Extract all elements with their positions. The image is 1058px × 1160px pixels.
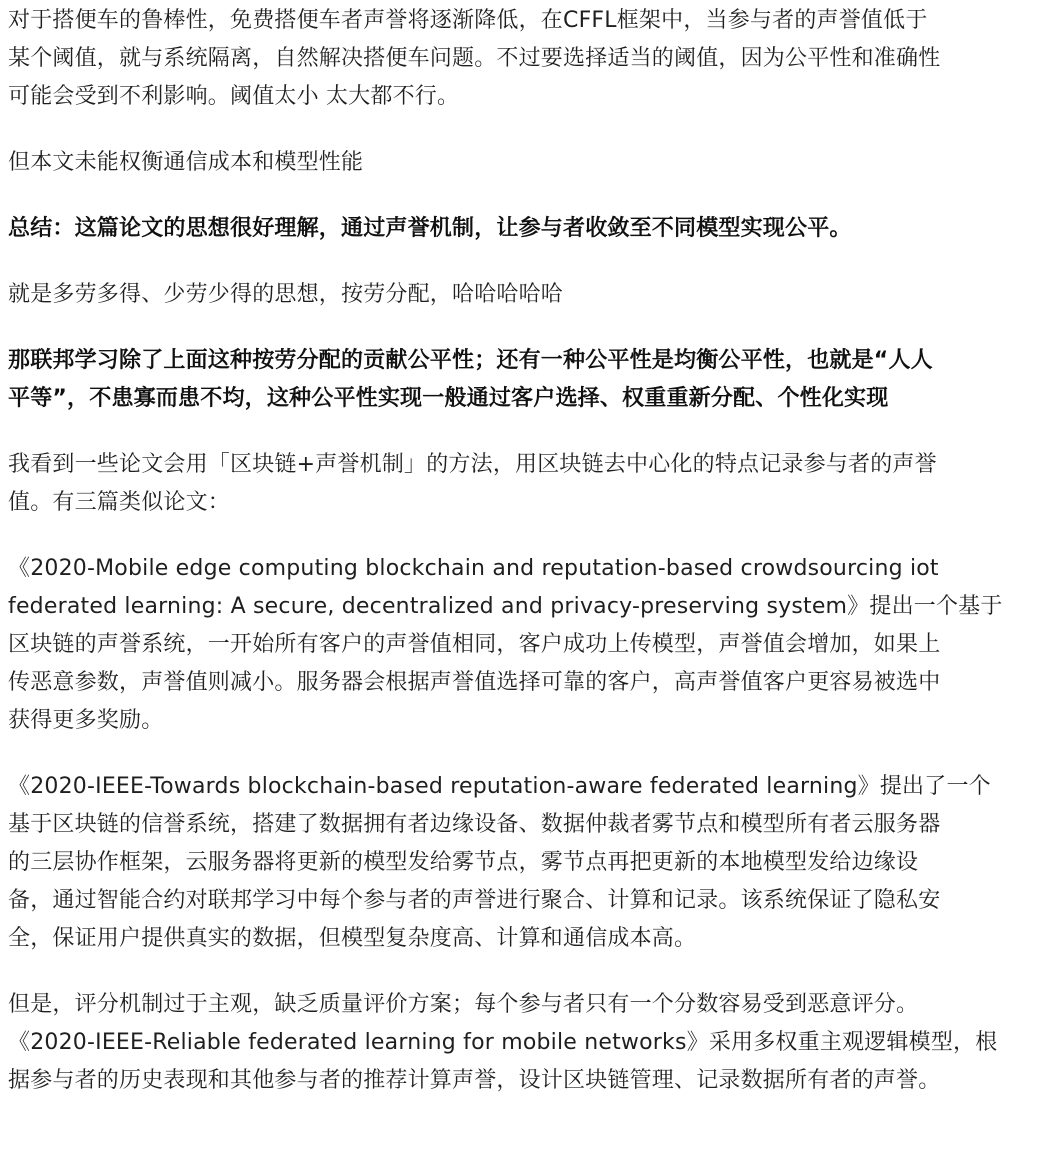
- text-line: 区块链的声誉系统，一开始所有客户的声誉值相同，客户成功上传模型，声誉值会增加，如果上: [8, 632, 941, 657]
- paragraph-limitation: [8, 144, 1046, 182]
- text-line: 但是，评分机制过于主观，缺乏质量评价方案；每个参与者只有一个分数容易受到恶意评分。: [8, 992, 919, 1017]
- text-line: 全，保证用户提供真实的数据，但模型复杂度高、计算和通信成本高。: [8, 926, 697, 951]
- paragraph-comment: [8, 276, 1046, 314]
- text-line: 就是多劳多得、少劳少得的思想，按劳分配，哈哈哈哈哈: [8, 282, 564, 307]
- paragraph-paper-reputation-aware: [8, 768, 1046, 958]
- text-line: 备，通过智能合约对联邦学习中每个参与者的声誉进行聚合、计算和记录。该系统保证了隐私安: [8, 888, 941, 913]
- text-line: 传恶意参数，声誉值则减小。服务器会根据声誉值选择可靠的客户，高声誉值客户更容易被选中: [8, 670, 941, 695]
- text-line: 对于搭便车的鲁棒性，免费搭便车者声誉将逐渐降低，在CFFL框架中，当参与者的声誉值低于: [8, 8, 928, 33]
- text-line: 《2020-Mobile edge computing blockchain and reputation-based crowdsourcing iot: [8, 556, 939, 581]
- text-line: 基于区块链的信誉系统，搭建了数据拥有者边缘设备、数据仲裁者雾节点和模型所有者云服务器: [8, 812, 941, 837]
- text-line: 获得更多奖励。: [8, 708, 164, 733]
- text-line: 据参与者的历史表现和其他参与者的推荐计算声誉，设计区块链管理、记录数据所有者的声誉。: [8, 1068, 941, 1093]
- paragraph-paper-reliable-fl: [8, 986, 1046, 1100]
- text-line: 《2020-IEEE-Towards blockchain-based reputation-aware federated learning》提出了一个: [8, 774, 991, 799]
- text-line: 可能会受到不利影响。阈值太小 太大都不行。: [8, 84, 460, 109]
- text-line: 我看到一些论文会用「区块链+声誉机制」的方法，用区块链去中心化的特点记录参与者的声誉: [8, 452, 937, 477]
- paragraph-summary: [8, 210, 1046, 248]
- paragraph-paper-mec-blockchain: [8, 550, 1046, 740]
- text-line: 总结：这篇论文的思想很好理解，通过声誉机制，让参与者收敛至不同模型实现公平。: [8, 216, 852, 241]
- text-line: 《2020-IEEE-Reliable federated learning for mobile networks》采用多权重主观逻辑模型，根: [8, 1030, 998, 1055]
- paragraph-free-rider-robustness: [8, 2, 1046, 116]
- text-line: federated learning: A secure, decentralized and privacy-preserving system》提出一个基于: [8, 594, 1003, 619]
- text-line: 那联邦学习除了上面这种按劳分配的贡献公平性；还有一种公平性是均衡公平性，也就是“人人: [8, 348, 933, 373]
- text-line: 平等”，不患寡而患不均，这种公平性实现一般通过客户选择、权重重新分配、个性化实现: [8, 386, 889, 411]
- text-line: 但本文未能权衡通信成本和模型性能: [8, 150, 364, 175]
- paragraph-equality-fairness: [8, 342, 1046, 418]
- text-line: 值。有三篇类似论文：: [8, 490, 231, 515]
- text-line: 的三层协作框架，云服务器将更新的模型发给雾节点，雾节点再把更新的本地模型发给边缘设: [8, 850, 919, 875]
- text-line: 某个阈值，就与系统隔离，自然解决搭便车问题。不过要选择适当的阈值，因为公平性和准确性: [8, 46, 941, 71]
- paragraph-blockchain-intro: [8, 446, 1046, 522]
